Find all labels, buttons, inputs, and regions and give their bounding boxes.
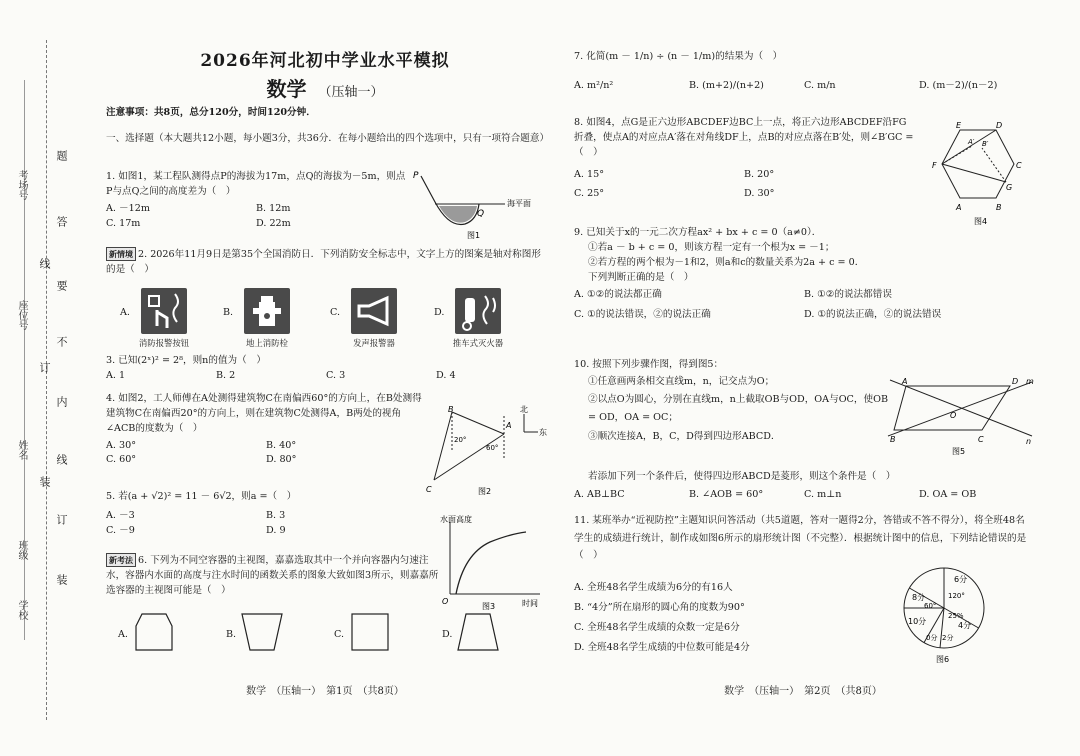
binding-word: 装 xyxy=(55,574,68,585)
svg-text:m: m xyxy=(1026,377,1034,386)
question-10-text: 10. 按照下列步骤作图，得到图5： xyxy=(574,359,724,370)
fold-line-fg xyxy=(942,164,1006,182)
option: A. －12m xyxy=(106,202,150,214)
svg-text:G: G xyxy=(1006,183,1013,192)
page-1-footer: 数学 （压轴一） 第1页 （共8页） xyxy=(246,686,404,697)
page-2-footer: 数学 （压轴一） 第2页 （共8页） xyxy=(724,686,882,697)
question-4-text: 4. 如图2，工人师傅在A处测得建筑物C在南偏西60°的方向上，在B处测得建筑物C在南偏西20°的方向上，则在建筑物C处测得A，B两处的视角∠ACB的度数为（ ） xyxy=(106,393,422,434)
question-8-text: 8. 如图4，点G是正六边形ABCDEF边BC上一点，将正六边形ABCDEF沿FG折叠，使点A的对应点A′落在对角线DF上，点B的对应点落在B′处，则∠B′GC =（ ） xyxy=(574,117,914,158)
question-2-text: 2. 2026年11月9日是第35个全国消防日．下列消防安全标志中，文字上方的图案是轴对称图形的是（ ） xyxy=(106,249,541,275)
height-curve xyxy=(456,532,526,594)
subject-title xyxy=(100,74,550,105)
sign-letter: C. xyxy=(330,307,341,318)
sea-label: 海平面 xyxy=(507,199,531,208)
question-3 xyxy=(106,354,546,384)
question-10-ask-block xyxy=(574,470,1034,504)
option: C. 25° xyxy=(574,187,605,199)
question-9-statement-1: ①若a － b + c = 0，则该方程一定有一个根为x = －1； xyxy=(588,241,835,253)
question-8-options xyxy=(574,165,914,203)
option: D. 30° xyxy=(744,187,775,199)
question-5-options xyxy=(106,509,426,539)
option: C. －9 xyxy=(106,524,135,536)
svg-text:C: C xyxy=(978,435,984,444)
svg-text:A: A xyxy=(506,421,512,430)
badge-new-context: 新情境 xyxy=(106,247,136,261)
option: B. “4分”所在扇形的圆心角的度数为90° xyxy=(574,602,745,614)
page-title: 2026年河北初中学业水平模拟 xyxy=(200,51,450,71)
pie-label: 4分 xyxy=(958,621,972,630)
point-q: Q xyxy=(477,209,485,219)
option: A. 全班48名学生成绩为6分的有16人 xyxy=(574,582,733,593)
option: D. 4 xyxy=(436,369,456,381)
figure-6-label: 图6 xyxy=(936,655,950,664)
notice: 注意事项：共8页，总分120分，时间120分钟． xyxy=(106,107,316,118)
sign-d xyxy=(434,288,508,356)
hexagon xyxy=(942,130,1014,198)
binding-dashed-line xyxy=(46,40,47,720)
svg-text:A: A xyxy=(902,377,908,386)
container-b xyxy=(240,610,284,654)
question-5-text: 5. 若(a + √2)² = 11 － 6√2，则a =（ ） xyxy=(106,491,297,502)
svg-text:B′: B′ xyxy=(982,140,989,148)
option: C. 全班48名学生成绩的众数一定是6分 xyxy=(574,622,740,634)
option: B. 40° xyxy=(266,439,297,451)
question-6-text: 6. 下列为不同空容器的主视图，嘉嘉选取其中一个并向容器内匀速注水，容器内水面的高度与注水时间的函数关系的图象大致如图3所示，则嘉嘉所选容器的主视图可能是（ ） xyxy=(106,555,439,596)
section-1-heading: 一、选择题（本大题共12小题，每小题3分，共36分．在每小题给出的四个选项中，只有一项符合题意） xyxy=(106,133,550,144)
question-9 xyxy=(574,226,1034,324)
svg-text:C: C xyxy=(1016,161,1022,170)
question-10-ask: 若添加下列一个条件后，使得四边形ABCD是菱形，则这个条件是（ ） xyxy=(588,471,896,482)
badge-new-method: 新考法 xyxy=(106,553,136,567)
option: D. OA = OB xyxy=(919,488,977,500)
question-8 xyxy=(574,116,914,203)
y-axis-label: 水面高度 xyxy=(440,515,472,524)
option: C. 60° xyxy=(106,454,137,466)
figure-4 xyxy=(920,118,1034,228)
sign-letter: D. xyxy=(434,307,445,318)
figure-6 xyxy=(898,560,992,666)
question-10-step-3: ③顺次连接A，B，C，D得到四边形ABCD． xyxy=(588,430,781,442)
sign-label: 地上消防栓 xyxy=(246,338,288,348)
question-11-text: 11. 某班举办“近视防控”主题知识问答活动（共5道题，答对一题得2分，答错或不答不得分），将全班48名学生的成绩进行统计，制作成如图6所示的扇形统计图（不完整）．根据统计图中的信息，下列结论错误的是（ ） xyxy=(574,515,1027,562)
question-10 xyxy=(574,358,894,446)
figure-1-label: 图1 xyxy=(467,231,481,240)
binding-side-word: 装 xyxy=(38,476,51,487)
option: D. 9 xyxy=(266,524,286,536)
option: B. ∠AOB = 60° xyxy=(689,488,764,500)
question-5 xyxy=(106,490,426,539)
sign-label: 消防报警按钮 xyxy=(138,338,190,348)
svg-text:O: O xyxy=(950,411,957,420)
question-10-step-2: ②以点O为圆心，分别在直线m，n上截取OB与OD，OA与OC，使OB = OD，OA = OC； xyxy=(588,394,888,424)
binding-word: 要 xyxy=(55,280,68,291)
question-1-text: 1. 如图1，某工程队测得点P的海拔为17m，点Q的海拔为－5m，则点P与点Q之间的高度差为（ ） xyxy=(106,171,406,197)
svg-text:B: B xyxy=(996,203,1002,212)
pie-label: 0分 xyxy=(926,634,938,642)
figure-2-label: 图2 xyxy=(478,487,492,496)
x-axis-label: 时间 xyxy=(522,599,538,608)
option: A. 30° xyxy=(106,439,137,451)
subject-tag: （压轴一） xyxy=(318,85,384,100)
figure-4-label: 图4 xyxy=(974,217,988,226)
question-1 xyxy=(106,170,406,231)
pie-label: 2分 xyxy=(942,634,954,642)
option: A. －3 xyxy=(106,509,135,521)
field-seat: 座位号 xyxy=(16,300,27,330)
option: D. (m－2)/(n－2) xyxy=(919,79,998,91)
question-9-options xyxy=(574,285,1034,323)
binding-word: 答 xyxy=(55,216,68,227)
option: B. 12m xyxy=(256,202,291,214)
sign-letter: B. xyxy=(223,307,234,318)
option: A. AB⊥BC xyxy=(574,488,625,500)
option: A. 1 xyxy=(106,369,126,381)
figure-5-label: 图5 xyxy=(952,447,966,456)
hydrant-icon xyxy=(244,288,290,334)
binding-word: 线 xyxy=(55,454,68,465)
sign-a xyxy=(120,288,194,356)
question-3-text: 3. 已知(2ˣ)² = 2⁸，则n的值为（ ） xyxy=(106,355,266,366)
subject-name: 数学 xyxy=(266,77,307,101)
container-c xyxy=(348,610,392,654)
point-p: P xyxy=(413,171,419,181)
sign-c xyxy=(330,288,404,356)
option: C. m⊥n xyxy=(804,488,842,500)
east-label: 东 xyxy=(539,428,547,437)
svg-text:D: D xyxy=(996,121,1003,130)
svg-text:E: E xyxy=(956,121,962,130)
binding-word: 内 xyxy=(55,396,68,407)
question-2 xyxy=(106,247,546,278)
quadrilateral-abcd xyxy=(894,386,1010,430)
question-4 xyxy=(106,392,426,468)
sign-label: 发声报警器 xyxy=(353,338,395,348)
option-letter: D. xyxy=(442,629,453,640)
pie-label: 25% xyxy=(948,612,964,620)
question-6 xyxy=(106,553,446,599)
question-3-options xyxy=(106,369,546,384)
option: B. 3 xyxy=(266,509,286,521)
option: B. 20° xyxy=(744,168,775,180)
option: B. (m+2)/(n+2) xyxy=(689,79,764,91)
pie-label: 120° xyxy=(948,592,965,600)
option-letter: B. xyxy=(226,629,237,640)
pie-label: 6分 xyxy=(954,575,968,584)
figure-3-label: 图3 xyxy=(482,602,496,610)
svg-text:C: C xyxy=(426,485,432,494)
north-label: 北 xyxy=(520,405,528,414)
question-10-options xyxy=(574,485,1034,504)
option-letter: A. xyxy=(118,629,128,640)
figure-3 xyxy=(430,514,550,610)
option: C. m/n xyxy=(804,79,836,91)
extinguisher-cart-icon xyxy=(455,288,501,334)
question-10-step-1: ①任意画两条相交直线m，n，记交点为O； xyxy=(588,375,775,387)
option: D. 80° xyxy=(266,454,297,466)
question-4-options xyxy=(106,439,426,469)
option: A. ①②的说法都正确 xyxy=(574,289,662,301)
field-exam-room: 考场号 xyxy=(16,170,27,200)
binding-strip xyxy=(0,0,56,756)
question-6-containers xyxy=(118,610,548,660)
field-school: 学校 xyxy=(16,600,27,620)
container-d xyxy=(456,610,500,654)
option: D. ①的说法正确，②的说法错误 xyxy=(804,308,942,320)
angle-60: 60° xyxy=(486,444,499,452)
svg-text:B: B xyxy=(890,435,896,444)
option: C. 17m xyxy=(106,217,141,229)
binding-side-word: 线 xyxy=(38,258,51,269)
question-7-text: 7. 化简(m － 1/n) ÷ (n － 1/m)的结果为（ ） xyxy=(574,51,783,62)
binding-word: 订 xyxy=(55,514,68,525)
angle-20: 20° xyxy=(454,436,467,444)
pie-label: 60° xyxy=(924,602,937,610)
binding-side-word: 订 xyxy=(38,362,51,373)
alarm-button-icon xyxy=(141,288,187,334)
svg-text:B: B xyxy=(448,405,454,414)
sign-letter: A. xyxy=(120,307,130,318)
binding-word: 题 xyxy=(55,150,68,161)
pie-label: 10分 xyxy=(908,617,927,626)
svg-text:F: F xyxy=(932,161,937,170)
option: C. 3 xyxy=(326,369,346,381)
svg-text:A: A xyxy=(956,203,962,212)
question-1-options xyxy=(106,202,406,232)
field-class: 班级 xyxy=(16,540,27,560)
svg-text:D: D xyxy=(1012,377,1019,386)
sign-b xyxy=(223,288,297,356)
figure-5 xyxy=(886,374,1036,460)
svg-text:A′: A′ xyxy=(968,138,975,146)
question-7-options xyxy=(574,79,1034,94)
page-2 xyxy=(568,0,1038,756)
svg-text:n: n xyxy=(1026,437,1032,446)
option: A. m²/n² xyxy=(574,79,614,91)
pie-label: 8分 xyxy=(912,593,926,602)
origin-label: O xyxy=(442,597,449,606)
question-11 xyxy=(574,512,1034,565)
siren-icon xyxy=(351,288,397,334)
option: B. 2 xyxy=(216,369,236,381)
question-9-text: 9. 已知关于x的一元二次方程ax² + bx + c = 0（a≠0）． xyxy=(574,227,822,238)
question-11-options-block xyxy=(574,578,894,659)
question-9-statement-2: ②若方程的两个根为－1和2，则a和c的数量关系为2a + c = 0． xyxy=(588,256,865,268)
container-a xyxy=(132,610,176,654)
option: D. 22m xyxy=(256,217,291,229)
binding-word: 不 xyxy=(55,336,68,347)
sign-label: 推车式灭火器 xyxy=(452,338,504,348)
option-letter: C. xyxy=(334,629,345,640)
figure-2 xyxy=(422,402,550,498)
option: A. 15° xyxy=(574,168,605,180)
line-ab xyxy=(452,412,504,434)
figure-1 xyxy=(405,168,545,242)
question-7 xyxy=(574,50,1034,94)
option: D. 全班48名学生成绩的中位数可能是4分 xyxy=(574,642,750,654)
page-1 xyxy=(100,0,550,756)
question-9-ask: 下列判断正确的是（ ） xyxy=(588,271,694,283)
option: C. ①的说法错误，②的说法正确 xyxy=(574,308,711,320)
option: B. ①②的说法都错误 xyxy=(804,289,892,301)
field-name: 姓名 xyxy=(16,440,27,460)
fold-b xyxy=(982,148,1006,182)
